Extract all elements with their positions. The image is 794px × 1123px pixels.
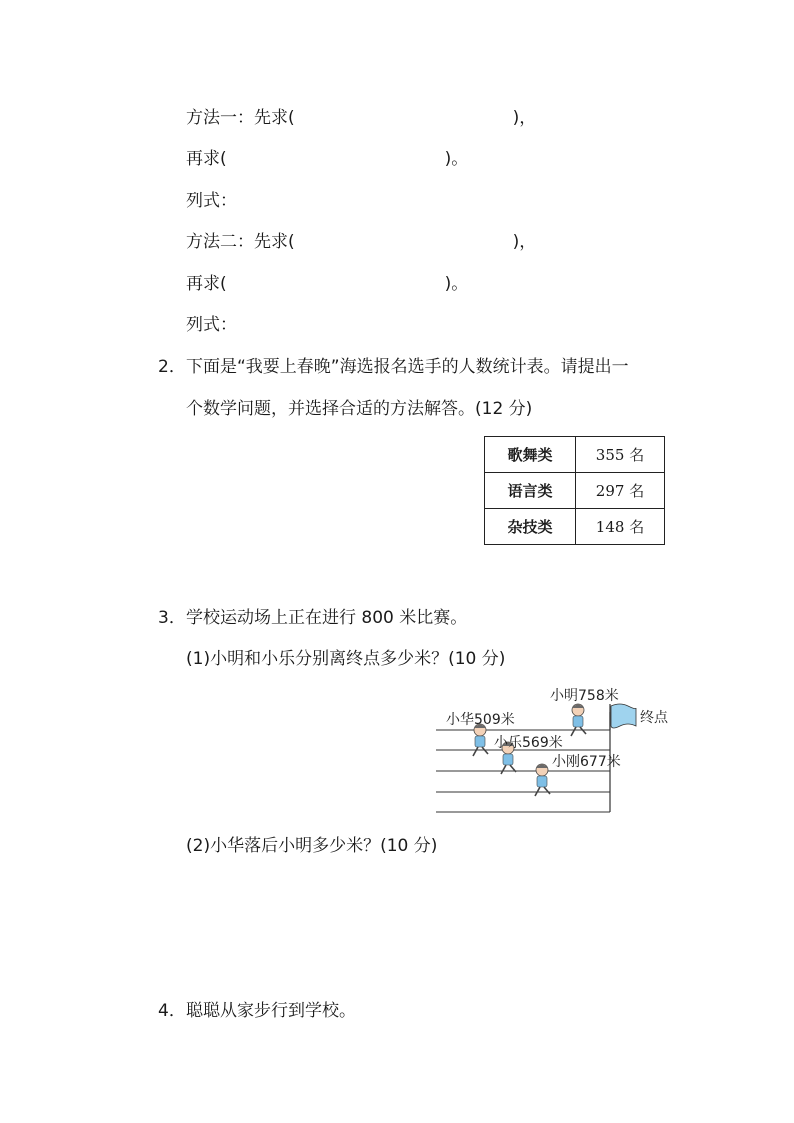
q3-sub2: (2)小华落后小明多少米？(10 分) xyxy=(186,836,438,856)
method1-then-prefix: 再求( xyxy=(186,149,227,169)
q2-line2: 个数学问题，并选择合适的方法解答。(12 分) xyxy=(186,399,533,419)
label-finish: 终点 xyxy=(640,710,668,726)
q3-text: 学校运动场上正在进行 800 米比赛。 xyxy=(186,608,468,628)
method2-formula: 列式： xyxy=(186,315,237,335)
table-row xyxy=(485,437,665,473)
table-value: 355 名 xyxy=(576,437,665,473)
label-xiaoming: 小明758米 xyxy=(550,688,619,704)
label-xiaogang: 小刚677米 xyxy=(552,754,621,770)
table-value: 297 名 xyxy=(576,473,665,509)
label-xiaohua: 小华509米 xyxy=(446,712,515,728)
method1-then-suffix: )。 xyxy=(444,149,469,169)
q2-line1: 下面是“我要上春晚”海选报名选手的人数统计表。请提出一 xyxy=(186,357,629,377)
table-category: 杂技类 xyxy=(485,509,576,545)
method2-first-line xyxy=(186,234,536,251)
race-track-figure xyxy=(430,682,680,816)
method1-first-line xyxy=(186,110,536,127)
runner-xiaogang-icon xyxy=(535,764,550,796)
q4-number: 4． xyxy=(158,1001,186,1021)
method2-then-prefix: 再求( xyxy=(186,274,227,294)
runner-xiaoming-icon xyxy=(571,704,586,736)
method1-first-suffix: )， xyxy=(512,108,537,128)
method2-first-prefix: 方法二：先求( xyxy=(186,232,295,252)
method1-then-line xyxy=(186,151,468,168)
table-row xyxy=(485,473,665,509)
method2-then-line xyxy=(186,276,468,293)
table-category: 歌舞类 xyxy=(485,437,576,473)
method2-then-suffix: )。 xyxy=(444,274,469,294)
q2-number: 2． xyxy=(158,357,186,377)
q3-number: 3． xyxy=(158,608,186,628)
method1-first-prefix: 方法一：先求( xyxy=(186,108,295,128)
table-row xyxy=(485,509,665,545)
method1-formula: 列式： xyxy=(186,191,237,211)
table-category: 语言类 xyxy=(485,473,576,509)
table-value: 148 名 xyxy=(576,509,665,545)
finish-flag-icon xyxy=(611,704,636,728)
method2-first-suffix: )， xyxy=(512,232,537,252)
q4-text: 聪聪从家步行到学校。 xyxy=(186,1001,356,1021)
q3-sub1: (1)小明和小乐分别离终点多少米？(10 分) xyxy=(186,649,506,669)
runner-xiaohua-icon xyxy=(473,724,488,756)
q2-stats-table xyxy=(484,436,665,545)
label-xiaole: 小乐569米 xyxy=(494,735,563,751)
